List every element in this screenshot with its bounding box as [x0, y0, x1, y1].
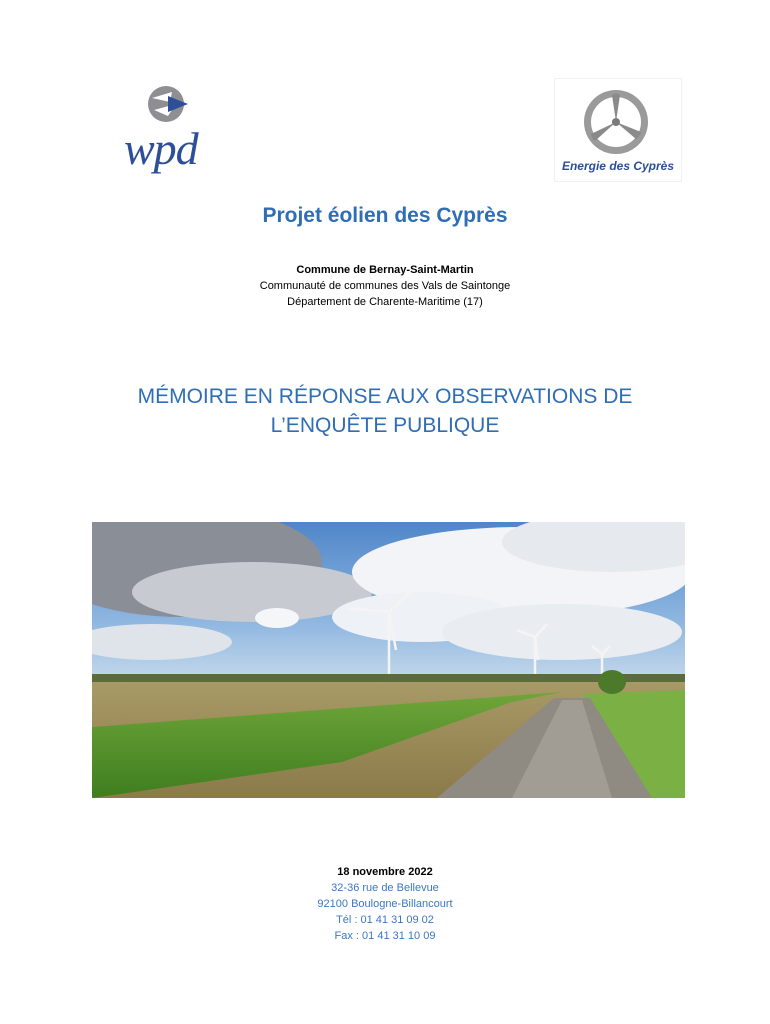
wpd-logo-text: wpd — [124, 123, 198, 174]
wpd-swirl-icon — [142, 82, 202, 126]
location-block — [0, 262, 770, 310]
address-street: 32-36 rue de Bellevue — [331, 882, 439, 894]
landscape-illustration — [92, 522, 685, 798]
phone-number: Tél : 01 41 31 09 02 — [336, 914, 434, 926]
communaute-name: Communauté de communes des Vals de Saintonge — [259, 280, 511, 292]
document-title — [0, 382, 770, 440]
fax-number: Fax : 01 41 31 10 09 — [334, 930, 436, 942]
departement-name: Département de Charente-Maritime (17) — [287, 296, 483, 308]
turbine-logo-icon — [581, 87, 651, 157]
document-date: 18 novembre 2022 — [337, 866, 433, 878]
energie-des-cypres-logo — [554, 78, 682, 182]
commune-name: Commune de Bernay-Saint-Martin — [296, 264, 474, 276]
wpd-logo — [120, 82, 220, 177]
wind-farm-photo — [92, 522, 685, 798]
document-title-line1: MÉMOIRE EN RÉPONSE AUX OBSERVATIONS DE — [137, 385, 633, 408]
footer-block — [0, 864, 770, 944]
document-title-line2: L’ENQUÊTE PUBLIQUE — [270, 414, 500, 437]
address-city: 92100 Boulogne-Billancourt — [317, 898, 453, 910]
energie-des-cypres-text: Energie des Cyprès — [561, 159, 675, 173]
project-title: Projet éolien des Cyprès — [262, 204, 508, 227]
